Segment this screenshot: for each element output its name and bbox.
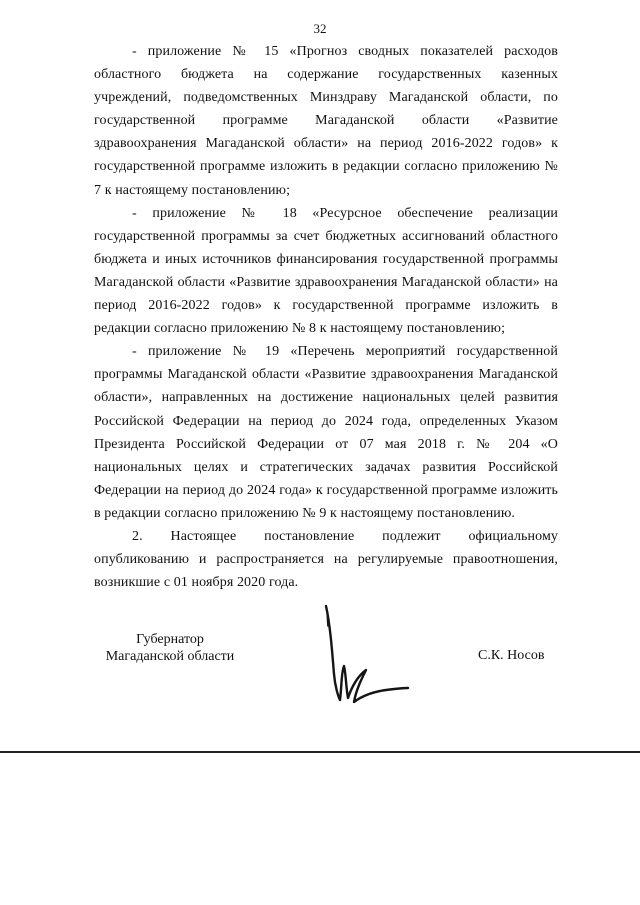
handwritten-signature [316, 604, 412, 710]
signer-title [90, 631, 250, 665]
page-number: 32 [313, 21, 327, 36]
paragraph-appendix-15: - приложение № 15 «Прогноз сводных показателей расходов областного бюджета на содержание государственных казенных учреждений, подведомственных Минздраву Магаданской области, по государственной программе Магаданской области «Развитие здравоохранения Магаданской области» на период 2016-2022 годов» к государственной программе изложить в редакции согласно приложению № 7 к настоящему постановлению; [94, 44, 558, 198]
paragraph-appendix-18: - приложение № 18 «Ресурсное обеспечение реализации государственной программы за счет бюджетных ассигнований областного бюджета и иных источников финансирования государственной программы Магаданской области «Развитие здравоохранения Магаданской области» на период 2016-2022 годов» к государственной программе изложить в редакции согласно приложению № 8 к настоящему постановлению; [94, 205, 558, 337]
signer-title-line-1: Губернатор [136, 632, 204, 647]
signer-title-line-2: Магаданской области [105, 649, 235, 664]
bottom-rule [0, 751, 640, 753]
paragraph-appendix-19: - приложение № 19 «Перечень мероприятий государственной программы Магаданской области «Развитие здравоохранения Магаданской области», направленных на достижение национальных целей развития Российской Федерации на период до 2024 года, определенных Указом Президента Российской Федерации от 07 мая 2018 г. № 204 «О национальных целях и стратегических задачах развития Российской Федерации на период до 2024 года» к государственной программе изложить в редакции согласно приложению № 9 к настоящему постановлению. [94, 344, 558, 521]
paragraph-effective-date: 2. Настоящее постановление подлежит официальному опубликованию и распространяется на регулируемые правоотношения, возникшие с 01 ноября 2020 года. [94, 528, 558, 591]
signer-name: С.К. Носов [478, 648, 545, 663]
